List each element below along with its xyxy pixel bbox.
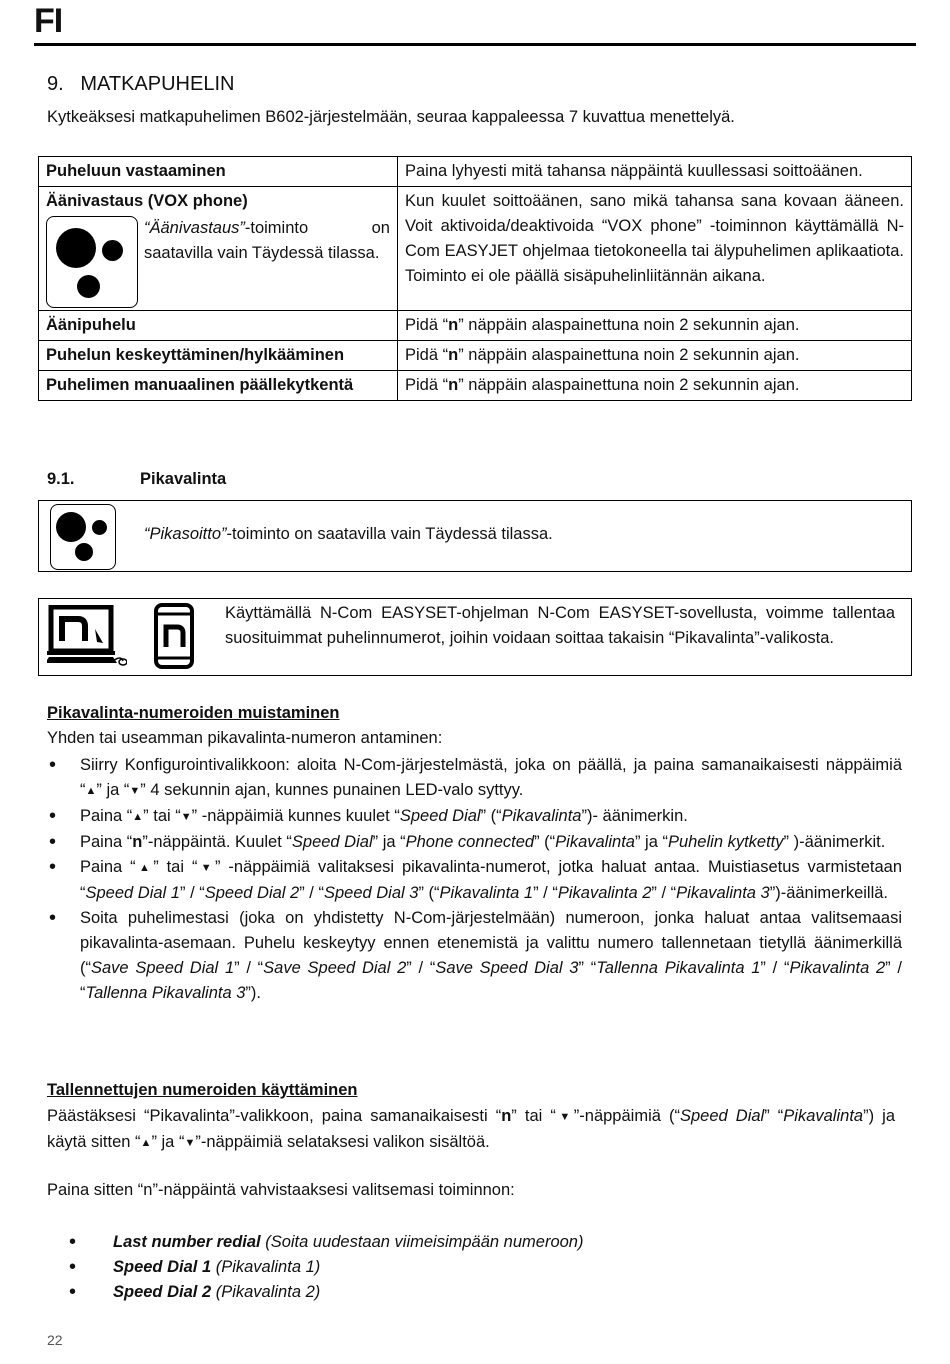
list-item: • Paina “n”-näppäintä. Kuulet “Speed Dial” ja “Phone connected” (“Pikavalinta” ja “Puhelin kytketty” )-äänimerkit. <box>47 830 902 855</box>
page-number: 22 <box>47 1332 63 1348</box>
computer-icon <box>47 605 127 669</box>
list-item: • Paina “▲” tai “▼” -näppäimiä kunnes kuulet “Speed Dial” (“Pikavalinta”)- äänimerkin. <box>47 804 902 830</box>
use-text: Päästäksesi “Pikavalinta”-valikkoon, paina samanaikaisesti “n” tai “▼”-näppäimiä (“Speed Dial” “Pikavalinta”) ja käytä sitten “▲” ja “▼”-näppäimiä selataksesi valikon sisältöä. <box>47 1107 895 1151</box>
list-item: • Speed Dial 1 (Pikavalinta 1) <box>47 1255 847 1280</box>
speed-dial-options <box>47 1230 847 1305</box>
subsection-title: Pikavalinta <box>140 470 227 488</box>
memorize-steps <box>47 753 902 1006</box>
vox-desc: Kun kuulet soittoäänen, sano mikä tahansa sana kovaan ääneen. Voit aktivoida/deaktivoida “VOX phone” -toiminnon käyttämällä N-Com EASYJET ohjelmaa tietokoneella tai älypuhelimen aplikaatiota. Toiminto ei ole päällä sisäpuhelinliitännän aikana. <box>398 187 912 311</box>
section-intro: Kytkeäksesi matkapuhelimen B602-järjestelmään, seuraa kappaleessa 7 kuvattua menettelyä. <box>47 108 735 126</box>
answer-label: Puheluun vastaaminen <box>39 157 398 187</box>
header-rule <box>34 43 916 46</box>
table-row <box>39 187 912 311</box>
list-item: • Paina “▲” tai “▼” -näppäimiä valitaksesi pikavalinta-numerot, jotka haluat antaa. Muistiasetus varmistetaan “Speed Dial 1” / “Speed Dial 2” / “Speed Dial 3” (“Pikavalinta 1” / “Pikavalinta 2” / “Pikavalinta 3”)-äänimerkeillä. <box>47 855 902 906</box>
vox-note: “Äänivastaus”-toiminto on saatavilla vain Täydessä tilassa. <box>144 219 390 262</box>
vox-label: Äänivastaus (VOX phone) <box>46 192 248 210</box>
list-item: • Speed Dial 2 (Pikavalinta 2) <box>47 1280 847 1305</box>
call-functions-table <box>38 156 912 401</box>
answer-desc: Paina lyhyesti mitä tahansa näppäintä kuullessasi soittoäänen. <box>398 157 912 187</box>
vox-cell <box>39 187 398 311</box>
confirm-text: Paina sitten “n”-näppäintä vahvistaaksesi valitsemasi toiminnon: <box>47 1181 515 1199</box>
full-mode-icon <box>50 504 116 570</box>
easyset-note-box <box>38 598 912 676</box>
manual-label: Puhelimen manuaalinen päällekytkentä <box>39 371 398 401</box>
list-item: • Siirry Konfigurointivalikkoon: aloita N-Com-järjestelmästä, joka on päällä, ja paina samanaikaisesti näppäimiä “▲” ja “▼” 4 sekunnin ajan, kunnes punainen LED-valo syttyy. <box>47 753 902 804</box>
full-mode-icon <box>46 216 138 308</box>
memorize-heading: Pikavalinta-numeroiden muistaminen <box>47 704 340 722</box>
speed-dial-note: “Pikasoitto”-toiminto on saatavilla vain Täydessä tilassa. <box>144 525 553 543</box>
list-item: • Last number redial (Soita uudestaan viimeisimpään numeroon) <box>47 1230 847 1255</box>
full-mode-note-box <box>38 500 912 572</box>
voice-call-label: Äänipuhelu <box>39 311 398 341</box>
table-row <box>39 341 912 371</box>
easyset-text: Käyttämällä N-Com EASYSET-ohjelman N-Com EASYSET-sovellusta, voimme tallentaa suosituimmat puhelinnumerot, joihin voidaan soittaa takaisin “Pikavalinta”-valikosta. <box>225 604 895 647</box>
use-heading: Tallennettujen numeroiden käyttäminen <box>47 1081 358 1099</box>
language-code: FI <box>34 2 63 40</box>
voice-call-desc: Pidä “n” näppäin alaspainettuna noin 2 sekunnin ajan. <box>398 311 912 341</box>
table-row <box>39 371 912 401</box>
reject-label: Puhelun keskeyttäminen/hylkääminen <box>39 341 398 371</box>
table-row <box>39 157 912 187</box>
reject-desc: Pidä “n” näppäin alaspainettuna noin 2 sekunnin ajan. <box>398 341 912 371</box>
subsection-number: 9.1. <box>47 470 75 488</box>
smartphone-icon <box>153 602 195 670</box>
memorize-intro: Yhden tai useamman pikavalinta-numeron antaminen: <box>47 729 443 747</box>
manual-desc: Pidä “n” näppäin alaspainettuna noin 2 sekunnin ajan. <box>398 371 912 401</box>
list-item: • Soita puhelimestasi (joka on yhdistetty N-Com-järjestelmään) numeroon, jonka haluat antaa valitsemaasi pikavalinta-asemaan. Puhelu keskeytyy ennen etenemistä ja valittu numero tallennetaan tietyllä äänimerkillä (“Save Speed Dial 1” / “Save Speed Dial 2” / “Save Speed Dial 3” “Tallenna Pikavalinta 1” / “Pikavalinta 2” / “Tallenna Pikavalinta 3”). <box>47 906 902 1006</box>
section-title: 9. MATKAPUHELIN <box>47 73 235 95</box>
table-row <box>39 311 912 341</box>
